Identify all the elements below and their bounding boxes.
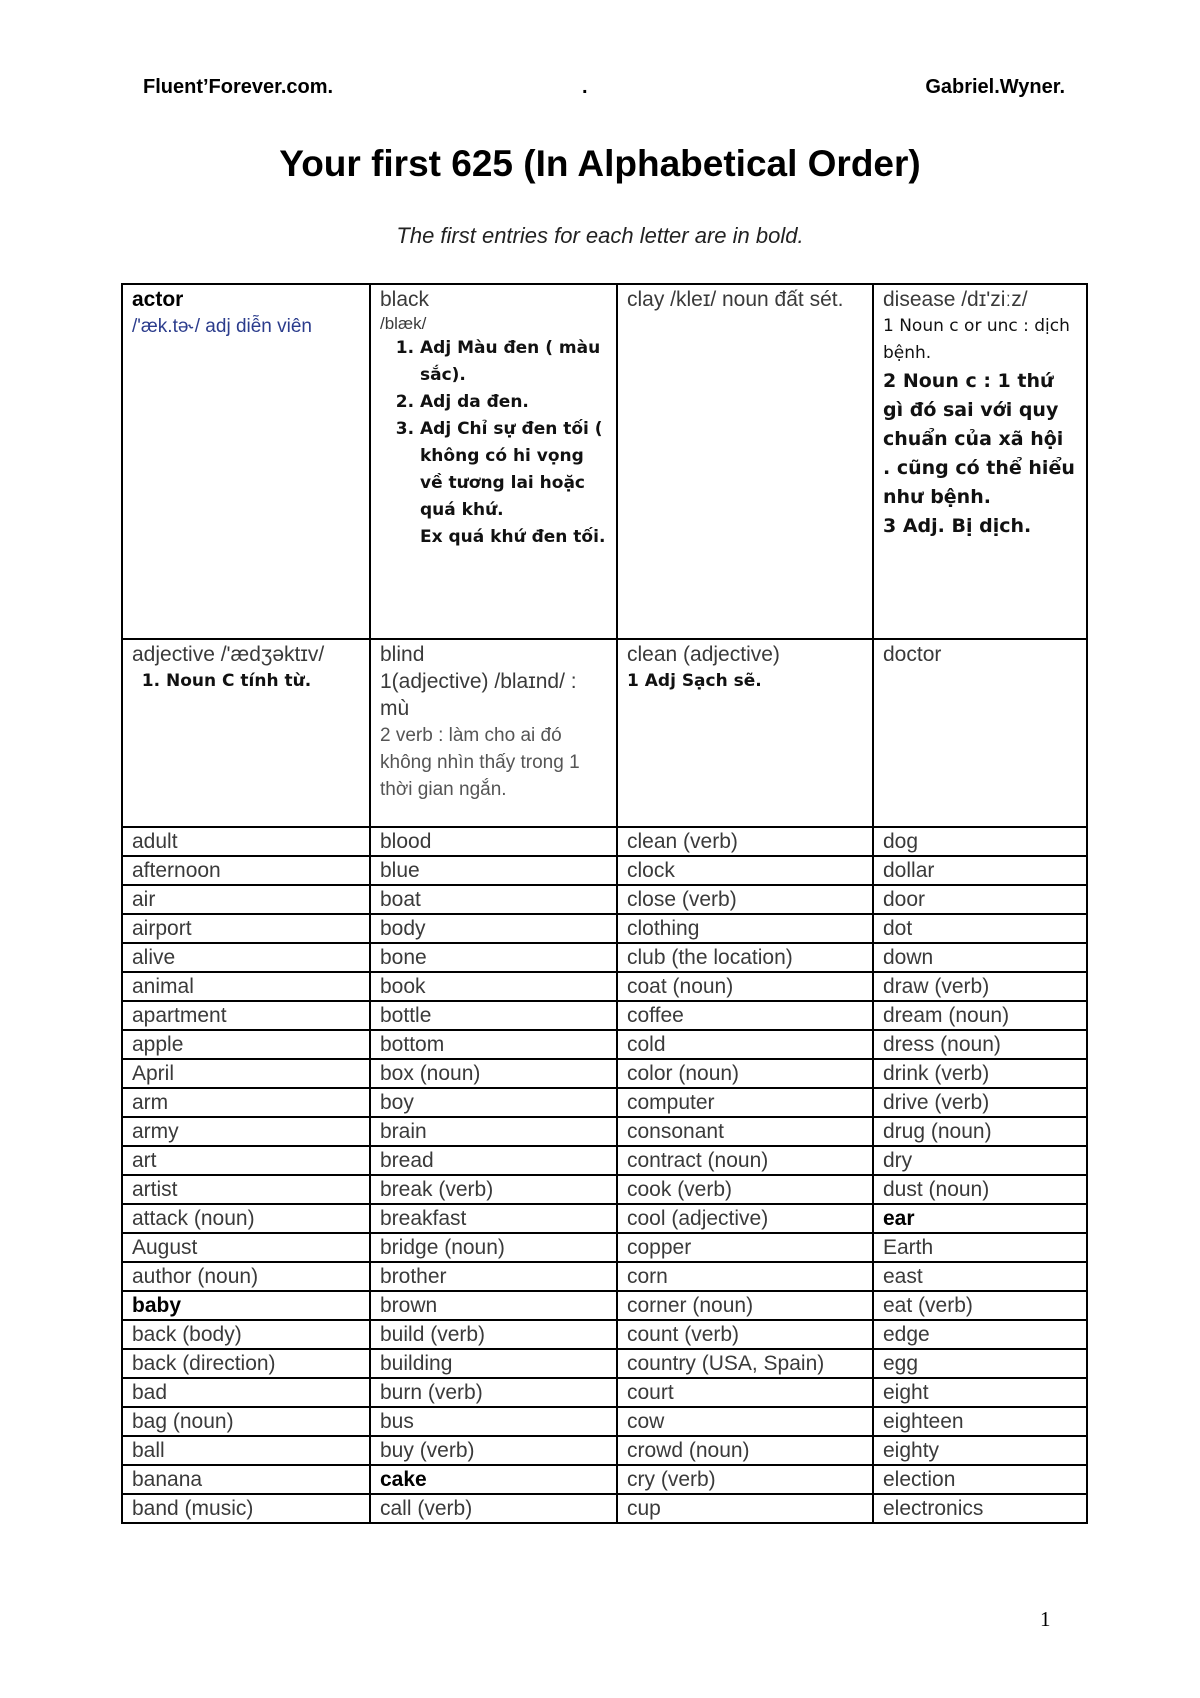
table-cell: ball	[122, 1436, 370, 1465]
table-cell: body	[370, 914, 617, 943]
table-cell: art	[122, 1146, 370, 1175]
table-cell: consonant	[617, 1117, 873, 1146]
table-cell: eighteen	[873, 1407, 1087, 1436]
table-cell: bad	[122, 1378, 370, 1407]
table-cell: dust (noun)	[873, 1175, 1087, 1204]
table-cell	[122, 284, 370, 639]
table-row	[122, 1320, 1087, 1349]
table-cell: brain	[370, 1117, 617, 1146]
table-cell: buy (verb)	[370, 1436, 617, 1465]
table-cell: bottom	[370, 1030, 617, 1059]
table-cell: August	[122, 1233, 370, 1262]
header-site: Fluent’Forever.com.	[143, 76, 334, 98]
table-row	[122, 1378, 1087, 1407]
table-cell: boy	[370, 1088, 617, 1117]
table-cell: corn	[617, 1262, 873, 1291]
definition-item: 1(adjective) /blaɪnd/ : mù	[380, 670, 577, 720]
table-row	[122, 1204, 1087, 1233]
table-cell: drink (verb)	[873, 1059, 1087, 1088]
table-cell: bus	[370, 1407, 617, 1436]
entry-gloss: /'æk.tə˞/ adj diễn viên	[132, 316, 312, 337]
table-row	[122, 1436, 1087, 1465]
table-row	[122, 1175, 1087, 1204]
table-cell: apple	[122, 1030, 370, 1059]
definition-item: 3 Adj. Bị dịch.	[883, 515, 1032, 537]
table-cell: afternoon	[122, 856, 370, 885]
page-subtitle: The first entries for each letter are in bold.	[396, 223, 804, 248]
table-cell: band (music)	[122, 1494, 370, 1523]
table-row	[122, 1262, 1087, 1291]
table-cell: boat	[370, 885, 617, 914]
table-cell: blood	[370, 827, 617, 856]
table-cell: April	[122, 1059, 370, 1088]
entry-word: clean (adjective)	[627, 643, 780, 666]
table-row	[122, 914, 1087, 943]
table-cell: election	[873, 1465, 1087, 1494]
table-cell: dry	[873, 1146, 1087, 1175]
table-row	[122, 1494, 1087, 1523]
table-row	[122, 1059, 1087, 1088]
table-cell: brown	[370, 1291, 617, 1320]
table-cell: cry (verb)	[617, 1465, 873, 1494]
table-cell: cool (adjective)	[617, 1204, 873, 1233]
definition-example: Ex quá khứ đen tối.	[420, 527, 606, 547]
table-cell: cook (verb)	[617, 1175, 873, 1204]
definition-item: 3. Adj Chỉ sự đen tối ( không có hi vọng về tương lai hoặc quá khứ. Ex quá khứ đen tối.	[420, 416, 607, 551]
table-row	[122, 1001, 1087, 1030]
header-separator: .	[582, 76, 588, 98]
table-cell: Earth	[873, 1233, 1087, 1262]
table-cell: eat (verb)	[873, 1291, 1087, 1320]
table-cell: bone	[370, 943, 617, 972]
table-row	[122, 1349, 1087, 1378]
table-cell: dot	[873, 914, 1087, 943]
table-row	[122, 827, 1087, 856]
table-row	[122, 972, 1087, 1001]
table-cell: back (direction)	[122, 1349, 370, 1378]
table-cell	[370, 639, 617, 827]
table-cell: edge	[873, 1320, 1087, 1349]
table-cell: burn (verb)	[370, 1378, 617, 1407]
table-cell: attack (noun)	[122, 1204, 370, 1233]
table-cell	[873, 284, 1087, 639]
table-row	[122, 1233, 1087, 1262]
table-cell: apartment	[122, 1001, 370, 1030]
table-cell: air	[122, 885, 370, 914]
table-cell: breakfast	[370, 1204, 617, 1233]
table-cell: brother	[370, 1262, 617, 1291]
entry-word: disease /dɪ'ziːz/	[883, 288, 1028, 311]
table-cell: draw (verb)	[873, 972, 1087, 1001]
table-cell: down	[873, 943, 1087, 972]
table-cell: break (verb)	[370, 1175, 617, 1204]
table-cell: club (the location)	[617, 943, 873, 972]
table-cell: bread	[370, 1146, 617, 1175]
table-cell: cow	[617, 1407, 873, 1436]
table-cell: drive (verb)	[873, 1088, 1087, 1117]
definition-item: 2 verb : làm cho ai đó không nhìn thấy trong 1 thời gian ngắn.	[380, 725, 580, 800]
table-cell: egg	[873, 1349, 1087, 1378]
definition-item: 1 Noun c or unc : dịch bệnh.	[883, 316, 1070, 363]
table-cell	[370, 284, 617, 639]
definition-item: 2 Noun c : 1 thứ gì đó sai với quy chuẩn của xã hội . cũng có thể hiểu như bệnh.	[883, 370, 1075, 508]
table-cell: computer	[617, 1088, 873, 1117]
table-row	[122, 856, 1087, 885]
table-cell	[617, 284, 873, 639]
table-cell: dream (noun)	[873, 1001, 1087, 1030]
table-row	[122, 284, 1087, 639]
table-cell: door	[873, 885, 1087, 914]
table-cell: building	[370, 1349, 617, 1378]
table-cell: court	[617, 1378, 873, 1407]
entry-word: adjective /'ædʒəktɪv/	[132, 643, 325, 666]
definition-list	[132, 668, 360, 695]
table-cell	[122, 639, 370, 827]
page-title: Your first 625 (In Alphabetical Order)	[279, 143, 921, 184]
table-row	[122, 1465, 1087, 1494]
table-cell: arm	[122, 1088, 370, 1117]
table-cell: banana	[122, 1465, 370, 1494]
table-cell: coat (noun)	[617, 972, 873, 1001]
table-row	[122, 1088, 1087, 1117]
table-cell: electronics	[873, 1494, 1087, 1523]
table-row	[122, 639, 1087, 827]
table-cell: airport	[122, 914, 370, 943]
definition-item: 2. Adj da đen.	[420, 389, 607, 416]
table-cell: count (verb)	[617, 1320, 873, 1349]
table-cell	[617, 639, 873, 827]
table-cell: crowd (noun)	[617, 1436, 873, 1465]
entry-ipa: /blæk/	[380, 314, 427, 333]
table-cell	[873, 639, 1087, 827]
table-cell: artist	[122, 1175, 370, 1204]
table-cell: dog	[873, 827, 1087, 856]
table-cell: call (verb)	[370, 1494, 617, 1523]
table-cell: country (USA, Spain)	[617, 1349, 873, 1378]
definition-list	[380, 335, 607, 551]
table-cell: cup	[617, 1494, 873, 1523]
definition-item: 1. Noun C tính từ.	[166, 668, 360, 695]
table-cell: back (body)	[122, 1320, 370, 1349]
table-cell: baby	[122, 1291, 370, 1320]
entry-word: blind	[380, 643, 425, 666]
table-cell: cold	[617, 1030, 873, 1059]
table-cell: east	[873, 1262, 1087, 1291]
table-cell: copper	[617, 1233, 873, 1262]
definition-item: 1 Adj Sạch sẽ.	[627, 671, 762, 691]
table-cell: drug (noun)	[873, 1117, 1087, 1146]
table-cell: clock	[617, 856, 873, 885]
table-row	[122, 885, 1087, 914]
table-cell: blue	[370, 856, 617, 885]
table-cell: box (noun)	[370, 1059, 617, 1088]
entry-word: doctor	[883, 643, 942, 666]
table-cell: eight	[873, 1378, 1087, 1407]
table-cell: coffee	[617, 1001, 873, 1030]
table-cell: corner (noun)	[617, 1291, 873, 1320]
table-cell: bottle	[370, 1001, 617, 1030]
table-cell: clothing	[617, 914, 873, 943]
table-cell: close (verb)	[617, 885, 873, 914]
table-cell: dress (noun)	[873, 1030, 1087, 1059]
table-cell: army	[122, 1117, 370, 1146]
table-cell: bag (noun)	[122, 1407, 370, 1436]
table-cell: ear	[873, 1204, 1087, 1233]
header-author: Gabriel.Wyner.	[925, 76, 1065, 98]
table-cell: color (noun)	[617, 1059, 873, 1088]
table-row	[122, 1030, 1087, 1059]
table-cell: author (noun)	[122, 1262, 370, 1291]
table-cell: contract (noun)	[617, 1146, 873, 1175]
table-cell: bridge (noun)	[370, 1233, 617, 1262]
table-cell: clean (verb)	[617, 827, 873, 856]
table-row	[122, 943, 1087, 972]
table-row	[122, 1407, 1087, 1436]
table-row	[122, 1117, 1087, 1146]
table-cell: animal	[122, 972, 370, 1001]
page-number: 1	[1040, 1607, 1051, 1631]
definition-item: 1. Adj Màu đen ( màu sắc).	[420, 335, 607, 389]
table-cell: book	[370, 972, 617, 1001]
table-cell: adult	[122, 827, 370, 856]
table-row	[122, 1291, 1087, 1320]
table-row	[122, 1146, 1087, 1175]
entry-word: actor	[132, 288, 184, 311]
table-cell: dollar	[873, 856, 1087, 885]
table-cell: build (verb)	[370, 1320, 617, 1349]
word-table	[121, 283, 1088, 1524]
entry-word: black	[380, 288, 430, 311]
table-cell: eighty	[873, 1436, 1087, 1465]
table-cell: cake	[370, 1465, 617, 1494]
entry-word: clay /kleɪ/ noun đất sét.	[627, 288, 844, 311]
table-cell: alive	[122, 943, 370, 972]
